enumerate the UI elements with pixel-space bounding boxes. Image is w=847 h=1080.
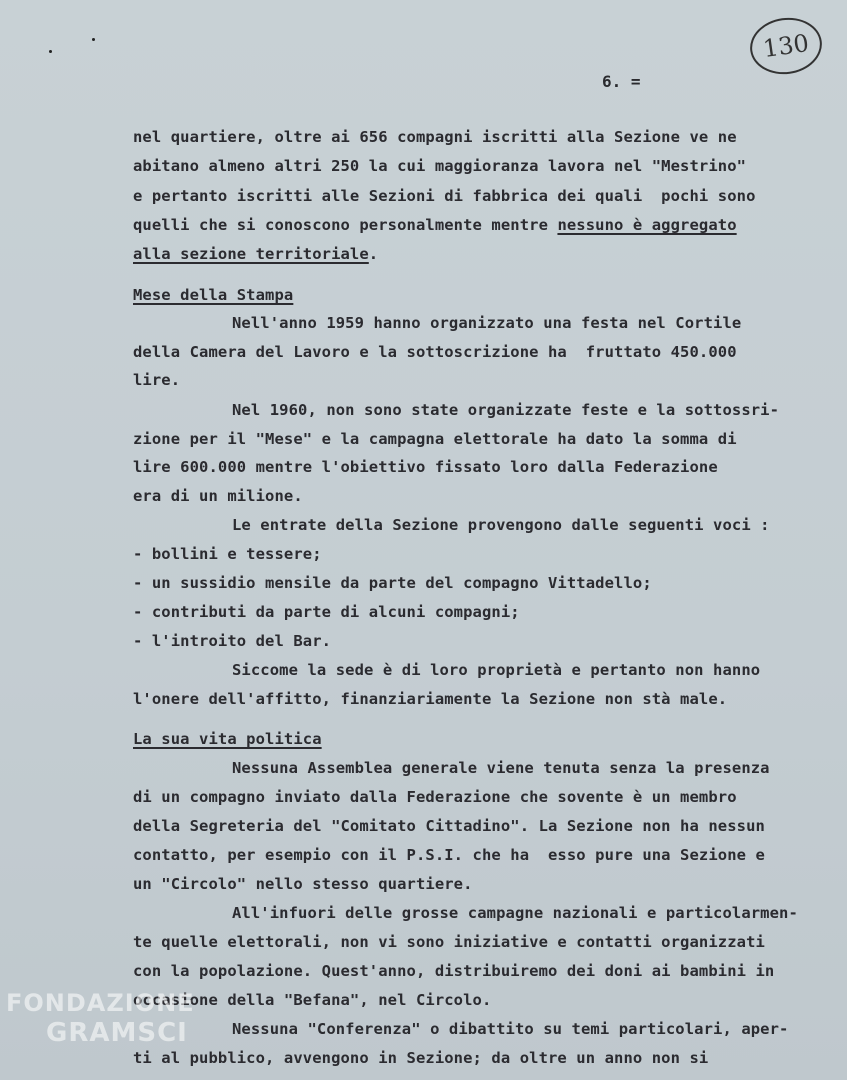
text-line: della Camera del Lavoro e la sottoscrizione ha fruttato 450.000 bbox=[133, 343, 737, 361]
text-line bbox=[133, 245, 378, 263]
text-line: l'onere dell'affitto, finanziariamente la Sezione non stà male. bbox=[133, 690, 728, 708]
section-heading: Mese della Stampa bbox=[133, 286, 294, 304]
text-line: era di un milione. bbox=[133, 487, 303, 505]
text-line: ti al pubblico, avvengono in Sezione; da oltre un anno non si bbox=[133, 1049, 709, 1067]
text-line: Nessuna "Conferenza" o dibattito su temi particolari, aper- bbox=[232, 1020, 789, 1038]
text-line: contatto, per esempio con il P.S.I. che ha esso pure una Sezione e bbox=[133, 846, 765, 864]
section-heading: La sua vita politica bbox=[133, 730, 322, 748]
text-line bbox=[133, 216, 737, 234]
text-segment: quelli che si conoscono personalmente mentre bbox=[133, 216, 558, 234]
text-line: e pertanto iscritti alle Sezioni di fabbrica dei quali pochi sono bbox=[133, 187, 756, 205]
text-line: Nel 1960, non sono state organizzate feste e la sottossri- bbox=[232, 401, 780, 419]
text-line: di un compagno inviato dalla Federazione che sovente è un membro bbox=[133, 788, 737, 806]
text-line: Siccome la sede è di loro proprietà e pertanto non hanno bbox=[232, 661, 761, 679]
text-line: Nessuna Assemblea generale viene tenuta senza la presenza bbox=[232, 759, 770, 777]
text-line: All'infuori delle grosse campagne nazionali e particolarmen- bbox=[232, 904, 798, 922]
text-line: lire 600.000 mentre l'obiettivo fissato loro dalla Federazione bbox=[133, 458, 718, 476]
text-line: occasione della "Befana", nel Circolo. bbox=[133, 991, 492, 1009]
page-number: 6. = bbox=[602, 72, 641, 91]
archive-stamp: 130 bbox=[746, 13, 825, 78]
text-line: con la popolazione. Quest'anno, distribuiremo dei doni ai bambini in bbox=[133, 962, 775, 980]
text-line: Le entrate della Sezione provengono dalle seguenti voci : bbox=[232, 516, 770, 534]
text-line: te quelle elettorali, non vi sono iniziative e contatti organizzati bbox=[133, 933, 765, 951]
ink-speck bbox=[92, 38, 95, 41]
underlined-text: alla sezione territoriale bbox=[133, 245, 369, 263]
watermark-line: GRAMSCI bbox=[46, 1018, 188, 1048]
text-line: zione per il "Mese" e la campagna elettorale ha dato la somma di bbox=[133, 430, 737, 448]
list-item: - contributi da parte di alcuni compagni; bbox=[133, 603, 520, 621]
text-line: nel quartiere, oltre ai 656 compagni iscritti alla Sezione ve ne bbox=[133, 128, 737, 146]
underlined-text: nessuno è aggregato bbox=[557, 216, 737, 234]
text-line: Nell'anno 1959 hanno organizzato una festa nel Cortile bbox=[232, 314, 742, 332]
watermark-line: FONDAZIONE bbox=[6, 989, 195, 1017]
ink-speck bbox=[49, 50, 52, 53]
text-segment: . bbox=[368, 245, 379, 263]
text-line: abitano almeno altri 250 la cui maggioranza lavora nel "Mestrino" bbox=[133, 157, 747, 175]
list-item: - un sussidio mensile da parte del compagno Vittadello; bbox=[133, 574, 652, 592]
text-line: della Segreteria del "Comitato Cittadino". La Sezione non ha nessun bbox=[133, 817, 765, 835]
list-item: - l'introito del Bar. bbox=[133, 632, 332, 650]
list-item: - bollini e tessere; bbox=[133, 545, 322, 563]
watermark-logo bbox=[6, 988, 195, 1048]
text-line: lire. bbox=[133, 371, 181, 389]
text-line: un "Circolo" nello stesso quartiere. bbox=[133, 875, 473, 893]
